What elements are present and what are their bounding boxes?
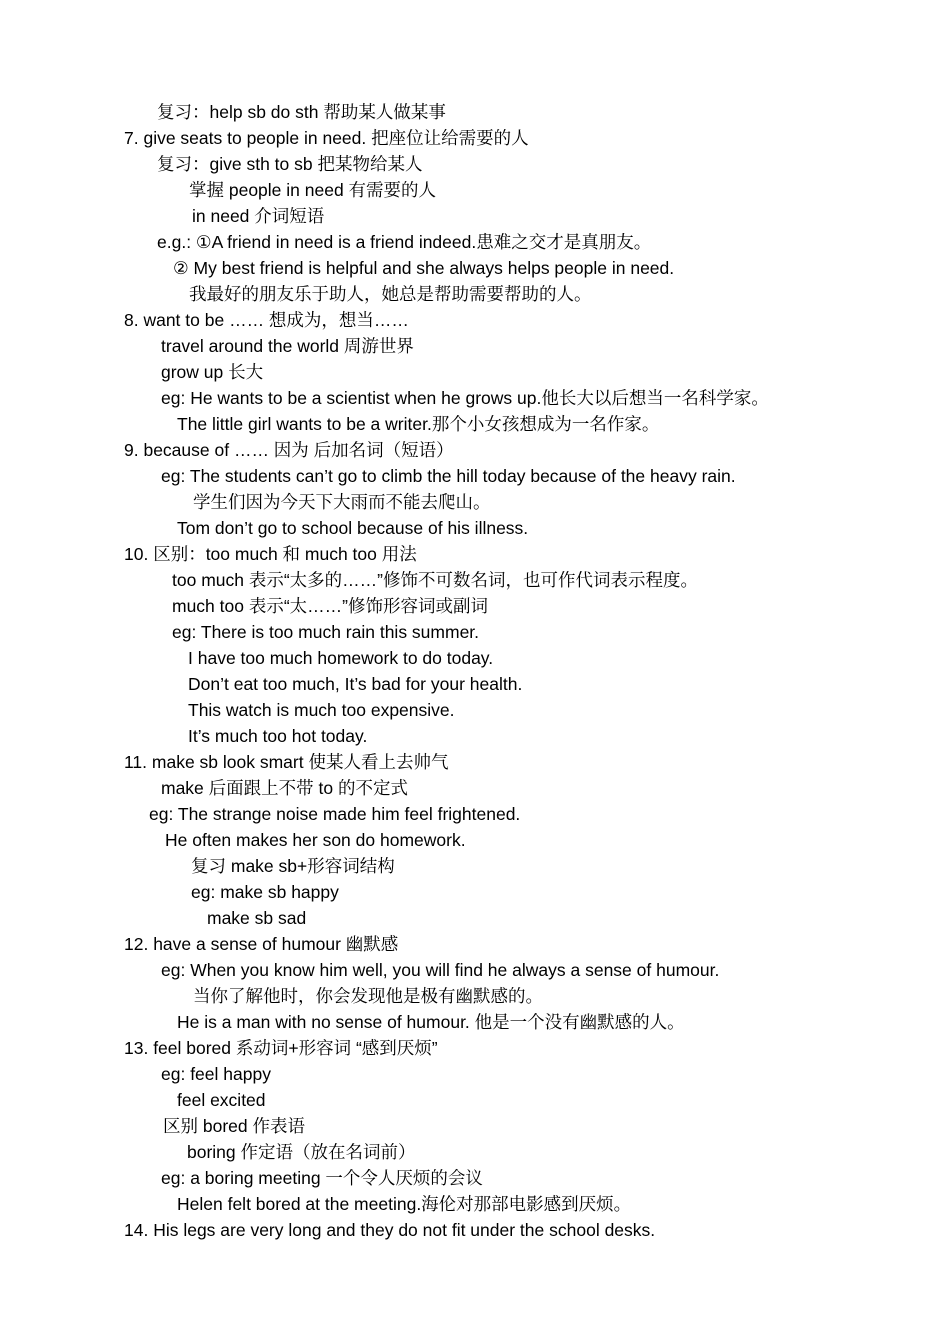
text-line: 9. because of …… 因为 后加名词（短语） — [124, 440, 454, 460]
text-line: 14. His legs are very long and they do not fit under the school desks. — [124, 1220, 656, 1240]
text-line: 12. have a sense of humour 幽默感 — [124, 934, 399, 954]
text-line: He often makes her son do homework. — [165, 830, 466, 850]
text-line: He is a man with no sense of humour. 他是一个没有幽默感的人。 — [177, 1012, 685, 1032]
text-line: Helen felt bored at the meeting.海伦对那部电影感到厌烦。 — [177, 1194, 632, 1214]
text-line: eg: The students can’t go to climb the hill today because of the heavy rain. — [161, 466, 736, 486]
text-line: 掌握 people in need 有需要的人 — [189, 180, 437, 200]
text-line: make sb sad — [207, 908, 307, 928]
text-line: make 后面跟上不带 to 的不定式 — [161, 778, 408, 798]
text-line: eg: a boring meeting 一个令人厌烦的会议 — [161, 1168, 483, 1188]
text-line: eg: He wants to be a scientist when he grows up.他长大以后想当一名科学家。 — [161, 388, 769, 408]
text-line: 11. make sb look smart 使某人看上去帅气 — [124, 752, 449, 772]
text-line: It’s much too hot today. — [188, 726, 368, 746]
text-line: I have too much homework to do today. — [188, 648, 494, 668]
text-line: travel around the world 周游世界 — [161, 336, 414, 356]
text-line: in need 介词短语 — [192, 206, 325, 226]
text-line: 7. give seats to people in need. 把座位让给需要的人 — [124, 128, 529, 148]
text-line: 8. want to be …… 想成为，想当…… — [124, 310, 409, 330]
text-line: eg: When you know him well, you will find he always a sense of humour. — [161, 960, 720, 980]
text-line: 13. feel bored 系动词+形容词 “感到厌烦” — [124, 1038, 438, 1058]
text-line: eg: The strange noise made him feel frightened. — [149, 804, 521, 824]
text-line: 区别 bored 作表语 — [163, 1116, 305, 1136]
text-line: 复习：give sth to sb 把某物给某人 — [157, 154, 423, 174]
text-line: e.g.: ①A friend in need is a friend indeed.患难之交才是真朋友。 — [157, 232, 652, 252]
text-line: This watch is much too expensive. — [188, 700, 455, 720]
text-line: 10. 区别：too much 和 much too 用法 — [124, 544, 417, 564]
text-line: 学生们因为今天下大雨而不能去爬山。 — [193, 492, 491, 512]
text-line: boring 作定语（放在名词前） — [187, 1142, 416, 1162]
text-line: 我最好的朋友乐于助人，她总是帮助需要帮助的人。 — [189, 284, 592, 304]
text-line: The little girl wants to be a writer.那个小女孩想成为一名作家。 — [177, 414, 660, 434]
text-line: grow up 长大 — [161, 362, 264, 382]
text-line: eg: There is too much rain this summer. — [172, 622, 480, 642]
text-line: 复习：help sb do sth 帮助某人做某事 — [157, 102, 446, 122]
text-line: Don’t eat too much, It’s bad for your health. — [188, 674, 523, 694]
text-line: eg: make sb happy — [191, 882, 339, 902]
text-line: 当你了解他时，你会发现他是极有幽默感的。 — [193, 986, 543, 1006]
text-line: feel excited — [177, 1090, 266, 1110]
text-line: ② My best friend is helpful and she always helps people in need. — [173, 258, 675, 278]
text-line: eg: feel happy — [161, 1064, 271, 1084]
text-line: too much 表示“太多的……”修饰不可数名词，也可作代词表示程度。 — [172, 570, 698, 590]
text-line: Tom don’t go to school because of his illness. — [177, 518, 529, 538]
text-line: 复习 make sb+形容词结构 — [191, 856, 395, 876]
text-line: much too 表示“太……”修饰形容词或副词 — [172, 596, 488, 616]
